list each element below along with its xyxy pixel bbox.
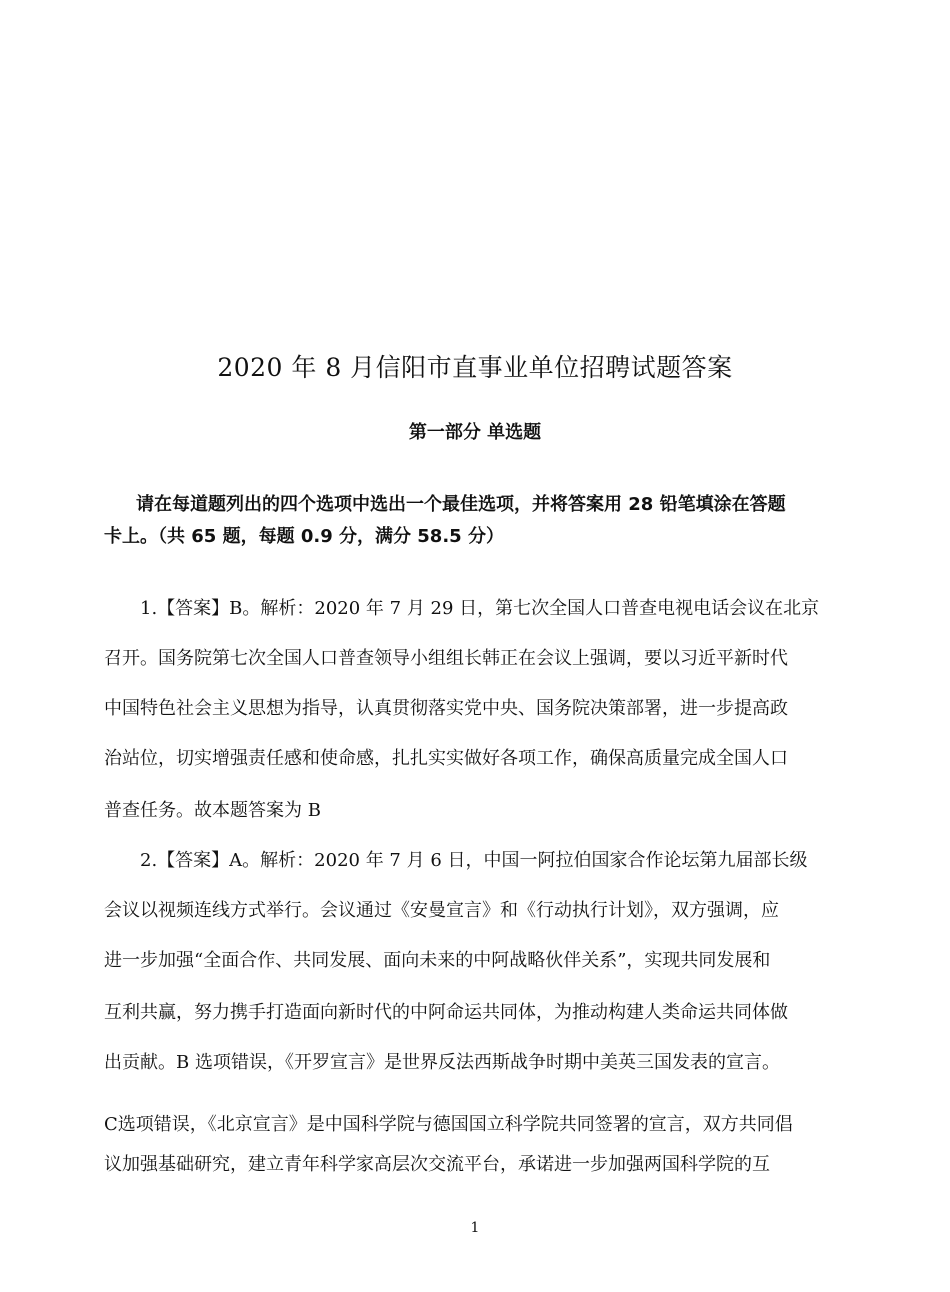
q2-line-1: 2.【答案】A。解析：2020 年 7 月 6 日，中国一阿拉伯国家合作论坛第九届部长级 <box>140 850 808 871</box>
page-number: 1 <box>470 1220 480 1236</box>
q2-line-3: 进一步加强“全面合作、共同发展、面向未来的中阿战略伙伴关系”，实现共同发展和 <box>104 950 771 971</box>
c-option-line-1: C选项错误，《北京宣言》是中国科学院与德国国立科学院共同签署的宣言，双方共同倡 <box>104 1114 793 1135</box>
q1-line-4: 治站位，切实增强责任感和使命感，扎扎实实做好各项工作，确保高质量完成全国人口 <box>104 748 788 769</box>
q1-line-2: 召开。国务院第七次全国人口普查领导小组组长韩正在会议上强调，要以习近平新时代 <box>104 648 788 669</box>
instructions-line-2: 卡上。（共 65 题，每题 0.9 分，满分 58.5 分） <box>104 526 504 547</box>
q1-line-3: 中国特色社会主义思想为指导，认真贯彻落实党中央、国务院决策部署，进一步提高政 <box>104 698 788 719</box>
q2-line-5: 出贡献。B 选项错误，《开罗宣言》是世界反法西斯战争时期中美英三国发表的宣言。 <box>104 1052 780 1073</box>
document-title: 2020 年 8 月信阳市直事业单位招聘试题答案 <box>217 353 733 382</box>
q2-line-4: 互利共赢，努力携手打造面向新时代的中阿命运共同体，为推动构建人类命运共同体做 <box>104 1002 788 1023</box>
c-option-line-2: 议加强基础研究，建立青年科学家高层次交流平台，承诺进一步加强两国科学院的互 <box>104 1154 770 1175</box>
instructions-line-1: 请在每道题列出的四个选项中选出一个最佳选项，并将答案用 28 铅笔填涂在答题 <box>136 494 786 515</box>
q1-line-5: 普查任务。故本题答案为 B <box>104 800 321 821</box>
q1-line-1: 1.【答案】B。解析：2020 年 7 月 29 日，第七次全国人口普查电视电话会议在北京 <box>140 598 820 619</box>
section-title: 第一部分 单选题 <box>408 422 542 443</box>
q2-line-2: 会议以视频连线方式举行。会议通过《安曼宣言》和《行动执行计划》，双方强调，应 <box>104 900 779 921</box>
